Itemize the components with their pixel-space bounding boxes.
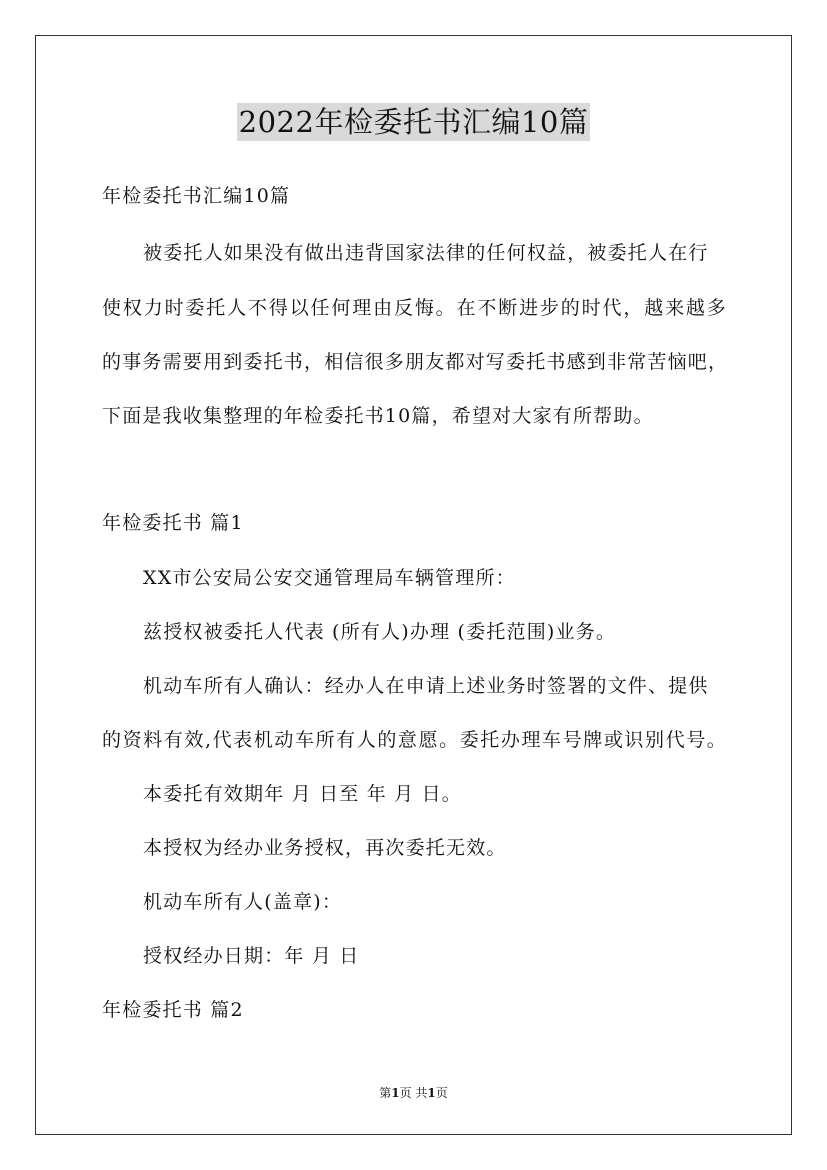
validity-line: 本委托有效期年 月 日至 年 月 日。 (143, 783, 462, 805)
intro-line-3: 的事务需要用到委托书，相信很多朋友都对写委托书感到非常苦恼吧， (102, 351, 729, 373)
section-heading-2: 年检委托书 篇2 (102, 999, 244, 1021)
intro-line-2: 使权力时委托人不得以任何理由反悔。在不断进步的时代，越来越多 (102, 297, 727, 319)
confirmation-line-1: 机动车所有人确认：经办人在申请上述业务时签署的文件、提供 (143, 675, 709, 697)
footer-page-total: 1 (427, 1086, 436, 1100)
title-text: 2022年检委托书汇编10篇 (238, 105, 589, 139)
owner-seal-line: 机动车所有人(盖章)： (143, 891, 343, 913)
section-heading-1: 年检委托书 篇1 (102, 512, 244, 534)
intro-line-1: 被委托人如果没有做出违背国家法律的任何权益，被委托人在行 (143, 242, 709, 264)
intro-line-4: 下面是我收集整理的年检委托书10篇，希望对大家有所帮助。 (102, 405, 654, 427)
footer-suffix: 页 (435, 1086, 448, 1100)
document-title (0, 100, 827, 141)
page-footer (0, 1084, 827, 1101)
addressee-line: XX市公安局公安交通管理局车辆管理所： (143, 567, 516, 589)
footer-prefix: 第 (379, 1086, 392, 1100)
confirmation-line-2: 的资料有效,代表机动车所有人的意愿。委托办理车号牌或识别代号。 (102, 729, 727, 751)
footer-middle: 页 共 (399, 1086, 428, 1100)
date-line: 授权经办日期：年 月 日 (143, 945, 360, 967)
footer-page-number: 1 (391, 1086, 400, 1100)
scope-line: 本授权为经办业务授权，再次委托无效。 (143, 837, 507, 859)
subtitle: 年检委托书汇编10篇 (102, 185, 291, 207)
authorization-line: 兹授权被委托人代表 (所有人)办理 (委托范围)业务。 (143, 621, 617, 643)
